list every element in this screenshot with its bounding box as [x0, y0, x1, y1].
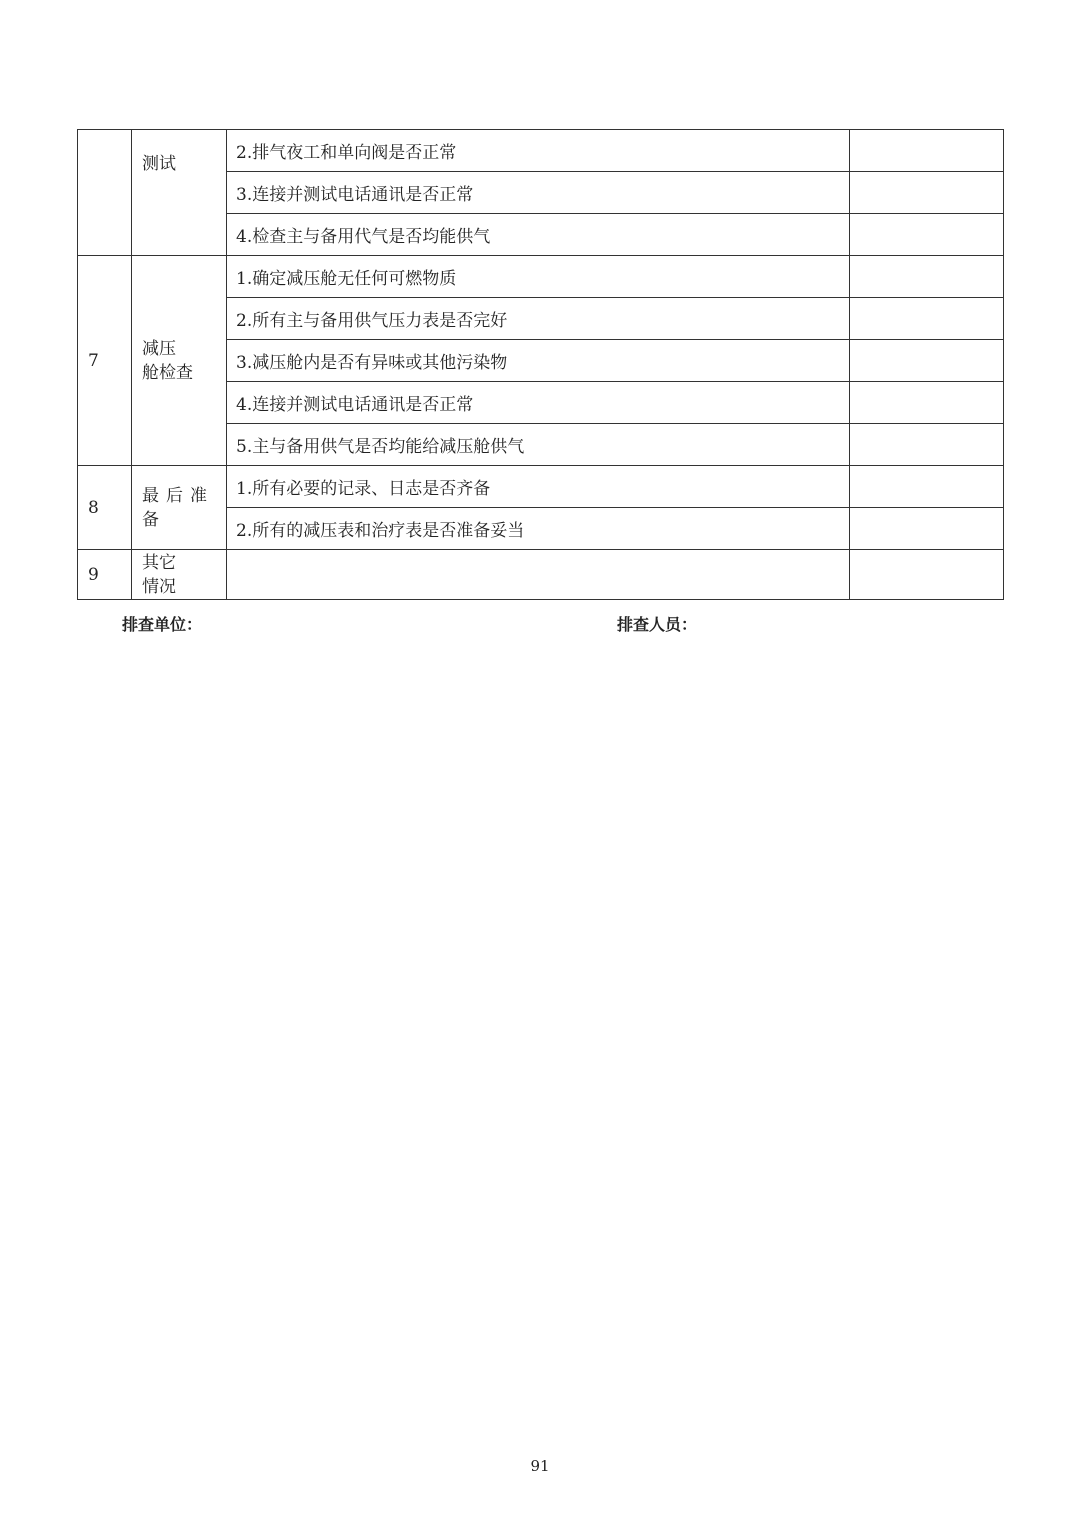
table-row: [78, 256, 1004, 298]
result-cell: [850, 256, 1004, 298]
page-number: 91: [530, 1457, 550, 1475]
category-label: 最后准: [142, 485, 214, 506]
result-cell: [850, 508, 1004, 550]
result-cell: [850, 298, 1004, 340]
row-number: 9: [78, 550, 132, 600]
check-item: 2.所有主与备用供气压力表是否完好: [227, 298, 850, 340]
category-label: 备: [142, 509, 159, 530]
category-cell: [132, 256, 227, 466]
result-cell: [850, 466, 1004, 508]
category-label: 舱检查: [142, 362, 193, 383]
check-item: 4.连接并测试电话通讯是否正常: [227, 382, 850, 424]
check-item: 4.检查主与备用代气是否均能供气: [227, 214, 850, 256]
category-cell: [132, 130, 227, 256]
result-cell: [850, 424, 1004, 466]
category-label: 情况: [142, 576, 176, 597]
check-item: 1.确定减压舱无任何可燃物质: [227, 256, 850, 298]
row-number: 8: [78, 466, 132, 550]
category-label: 减压: [142, 338, 176, 359]
category-cell: [132, 466, 227, 550]
table-row: [78, 550, 1004, 600]
inspector-label: 排查人员：: [617, 615, 698, 634]
row-number: 7: [78, 256, 132, 466]
result-cell: [850, 382, 1004, 424]
check-item: [227, 550, 850, 600]
check-item: 3.减压舱内是否有异味或其他污染物: [227, 340, 850, 382]
category-label: 其它: [142, 552, 176, 573]
result-cell: [850, 214, 1004, 256]
check-item: 2.排气夜工和单向阀是否正常: [227, 130, 850, 172]
check-item: 3.连接并测试电话通讯是否正常: [227, 172, 850, 214]
result-cell: [850, 172, 1004, 214]
table-row: [78, 130, 1004, 172]
result-cell: [850, 550, 1004, 600]
inspection-table: [77, 129, 1004, 600]
check-item: 2.所有的减压表和治疗表是否准备妥当: [227, 508, 850, 550]
table-row: [78, 466, 1004, 508]
result-cell: [850, 340, 1004, 382]
result-cell: [850, 130, 1004, 172]
inspection-unit-label: 排查单位：: [122, 615, 203, 634]
category-cell: [132, 550, 227, 600]
category-label: 测试: [142, 154, 176, 174]
check-item: 1.所有必要的记录、日志是否齐备: [227, 466, 850, 508]
row-number: [78, 130, 132, 256]
check-item: 5.主与备用供气是否均能给减压舱供气: [227, 424, 850, 466]
